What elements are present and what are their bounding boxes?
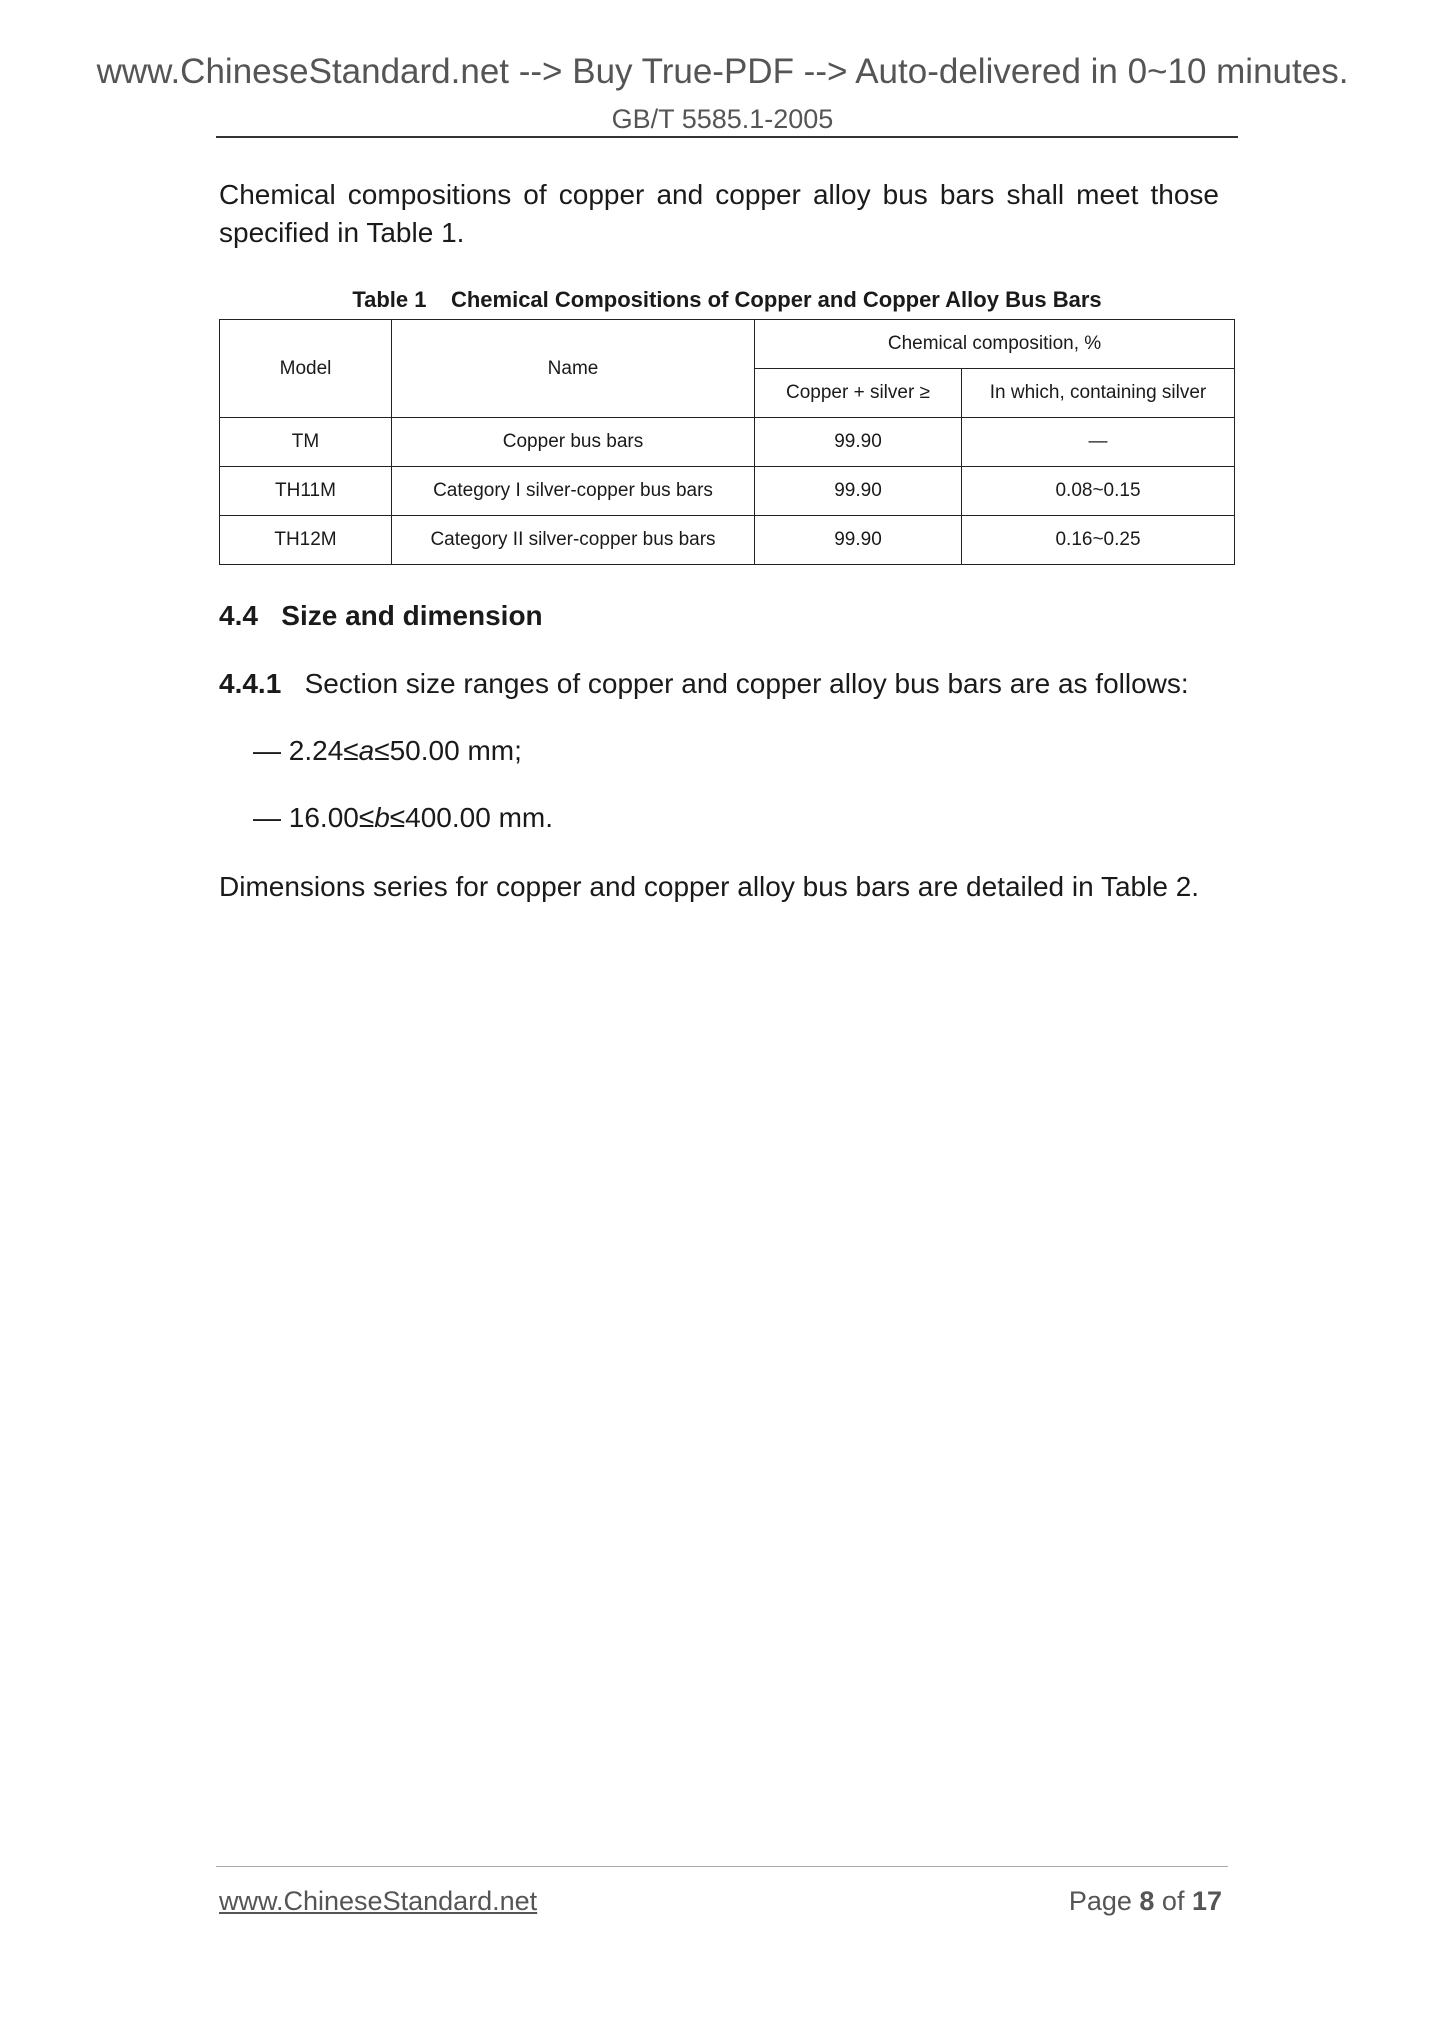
- clause-4-4-1: [219, 668, 1189, 700]
- cell-name: Copper bus bars: [392, 418, 755, 467]
- cell-model: TM: [220, 418, 392, 467]
- cell-copper-silver: 99.90: [755, 516, 962, 565]
- cell-copper-silver: 99.90: [755, 467, 962, 516]
- intro-line-2: specified in Table 1.: [219, 217, 465, 248]
- cell-name: Category II silver-copper bus bars: [392, 516, 755, 565]
- intro-line-1: Chemical compositions of copper and copper alloy bus bars shall meet those: [219, 179, 1219, 210]
- page-prefix: Page: [1068, 1886, 1140, 1916]
- header-name: Name: [392, 320, 755, 418]
- chemical-composition-table: [219, 319, 1235, 565]
- page-of: of: [1154, 1886, 1192, 1916]
- footer-divider: [216, 1866, 1228, 1867]
- cell-silver: —: [962, 418, 1235, 467]
- variable-b: b: [374, 802, 390, 833]
- header-banner: www.ChineseStandard.net --> Buy True-PDF --> Auto-delivered in 0~10 minutes.: [96, 52, 1349, 91]
- variable-a: a: [358, 735, 375, 766]
- section-4-4-heading: [219, 600, 543, 632]
- page-number: 8: [1139, 1886, 1155, 1916]
- cell-silver: 0.16~0.25: [962, 516, 1235, 565]
- header-model: Model: [220, 320, 392, 418]
- table-header-row: [220, 320, 1235, 369]
- range-item-b: [253, 802, 553, 834]
- standard-code: GB/T 5585.1-2005: [611, 104, 834, 134]
- cell-name: Category I silver-copper bus bars: [392, 467, 755, 516]
- header-containing-silver: In which, containing silver: [962, 369, 1235, 418]
- range-lower: 2.24≤: [288, 735, 359, 766]
- table-label: Table 1: [352, 287, 427, 312]
- closing-paragraph: Dimensions series for copper and copper alloy bus bars are detailed in Table 2.: [219, 871, 1200, 902]
- range-upper: ≤400.00 mm.: [389, 802, 554, 833]
- clause-text: Section size ranges of copper and copper alloy bus bars are as follows:: [304, 668, 1189, 699]
- table-row: [220, 418, 1235, 467]
- section-title: Size and dimension: [281, 600, 543, 631]
- dash: —: [253, 735, 289, 766]
- cell-model: TH12M: [220, 516, 392, 565]
- cell-silver: 0.08~0.15: [962, 467, 1235, 516]
- table-row: [220, 467, 1235, 516]
- page-total: 17: [1191, 1886, 1222, 1916]
- range-lower: 16.00≤: [288, 802, 375, 833]
- header-chemical-composition: Chemical composition, %: [755, 320, 1235, 369]
- header-copper-silver: Copper + silver ≥: [755, 369, 962, 418]
- page-indicator: [1069, 1886, 1222, 1917]
- cell-model: TH11M: [220, 467, 392, 516]
- dash: —: [253, 802, 289, 833]
- section-number: 4.4: [219, 600, 258, 631]
- range-upper: ≤50.00 mm;: [374, 735, 522, 766]
- header-divider: [216, 136, 1238, 138]
- clause-number: 4.4.1: [219, 668, 282, 699]
- range-item-a: [253, 735, 522, 767]
- cell-copper-silver: 99.90: [755, 418, 962, 467]
- table-title: Chemical Compositions of Copper and Copper Alloy Bus Bars: [450, 287, 1102, 312]
- footer-link[interactable]: www.ChineseStandard.net: [219, 1886, 538, 1916]
- table-caption: [220, 287, 1234, 313]
- table-row: [220, 516, 1235, 565]
